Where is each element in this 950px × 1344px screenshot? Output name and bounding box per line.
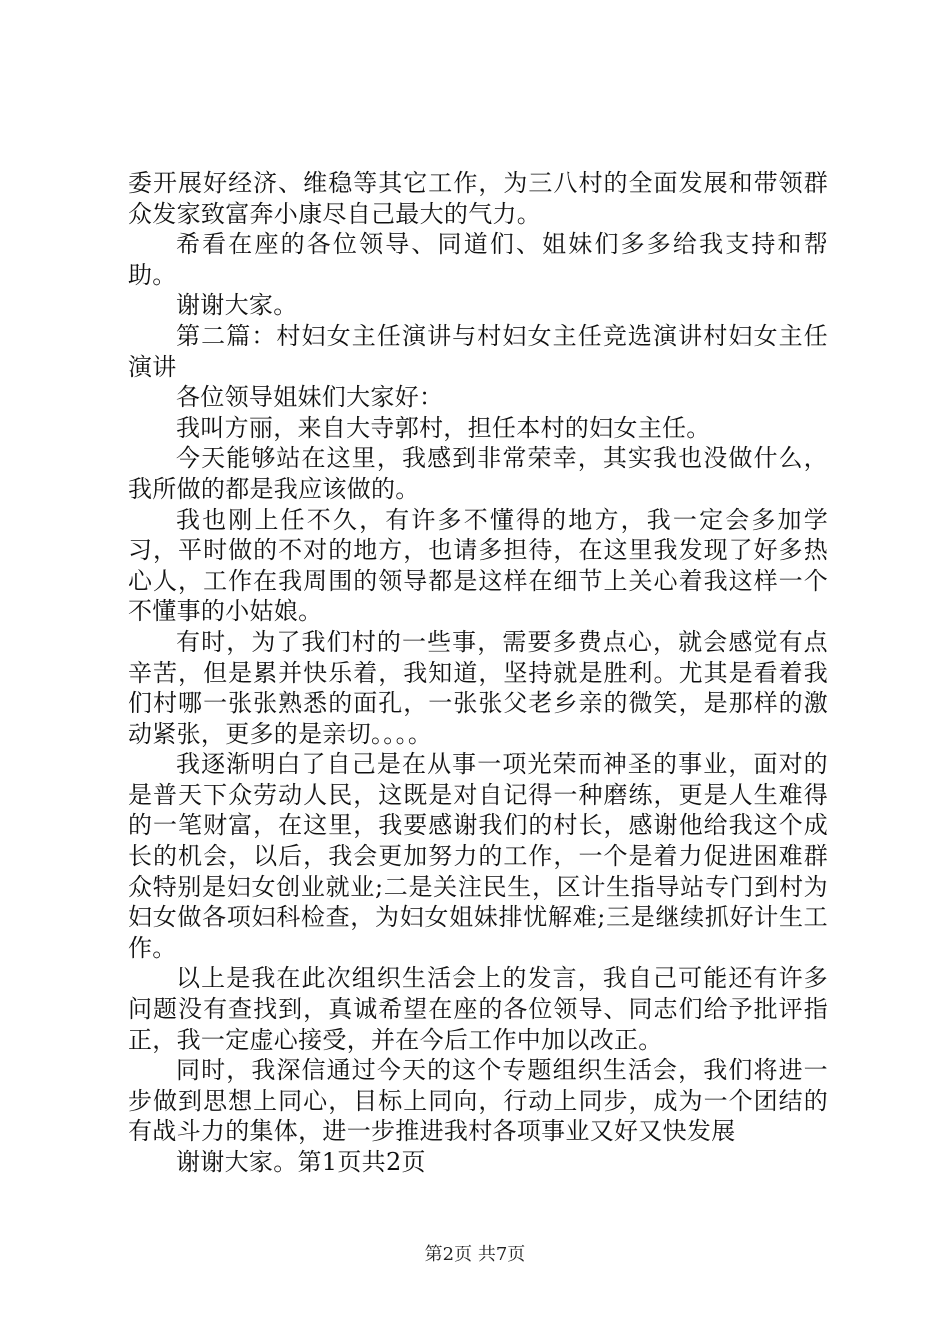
paragraph-introduction: 我叫方丽，来自大寺郭村，担任本村的妇女主任。 [176, 413, 711, 442]
paragraph-thanks-1: 谢谢大家。 [176, 291, 298, 320]
paragraph-hard-work: 有时，为了我们村的一些事，需要多费点心，就会感觉有点辛苦，但是累并快乐着，我知道，坚持就是胜利。尤其是看着我们村哪一张张熟悉的面孔，一张张父老乡亲的微笑，是那样的激动紧张，更多的是亲切。。。。 [128, 627, 828, 748]
paragraph-greeting: 各位领导姐妹们大家好： [176, 383, 444, 412]
paragraph-closing-1: 委开展好经济、维稳等其它工作，为三八村的全面发展和带领群众发家致富奔小康尽自己最大的气力。 [128, 169, 828, 228]
section-heading: 第二篇：村妇女主任演讲与村妇女主任竞选演讲村妇女主任演讲 [128, 321, 828, 381]
paragraph-mission: 我逐渐明白了自己是在从事一项光荣而神圣的事业，面对的是普天下众劳动人民，这既是对自记得一种磨练，更是人生难得的一笔财富，在这里，我要感谢我们的村长，感谢他给我这个成长的机会，以后，我会更加努力的工作，一个是着力促进困难群众特别是妇女创业就业;二是关注民生，区计生指导站专门到村为妇女做各项妇科检查，为妇女姐妹排忧解难;三是继续抓好计生工作。 [128, 750, 828, 962]
page-footer [0, 1243, 950, 1267]
page-number: 第2页 共7页 [424, 1244, 526, 1265]
paragraph-thanks-2: 谢谢大家。第1页共2页 [176, 1148, 426, 1176]
document-body [128, 168, 828, 1178]
paragraph-support-request: 希看在座的各位领导、同道们、姐妹们多多给我支持和帮助。 [128, 230, 828, 289]
paragraph-remarks: 以上是我在此次组织生活会上的发言，我自己可能还有许多问题没有查找到，真诚希望在座的各位领导、同志们给予批评指正，我一定虚心接受，并在今后工作中加以改正。 [128, 964, 828, 1054]
paragraph-conviction: 同时，我深信通过今天的这个专题组织生活会，我们将进一步做到思想上同心，目标上同向，行动上同步，成为一个团结的有战斗力的集体，进一步推进我村各项事业又好又快发展 [128, 1056, 828, 1146]
paragraph-honored: 今天能够站在这里，我感到非常荣幸，其实我也没做什么，我所做的都是我应该做的。 [128, 444, 828, 503]
paragraph-new-to-post: 我也刚上任不久，有许多不懂得的地方，我一定会多加学习，平时做的不对的地方，也请多担待，在这里我发现了好多热心人，工作在我周围的领导都是这样在细节上关心着我这样一个不懂事的小姑娘。 [128, 505, 828, 626]
